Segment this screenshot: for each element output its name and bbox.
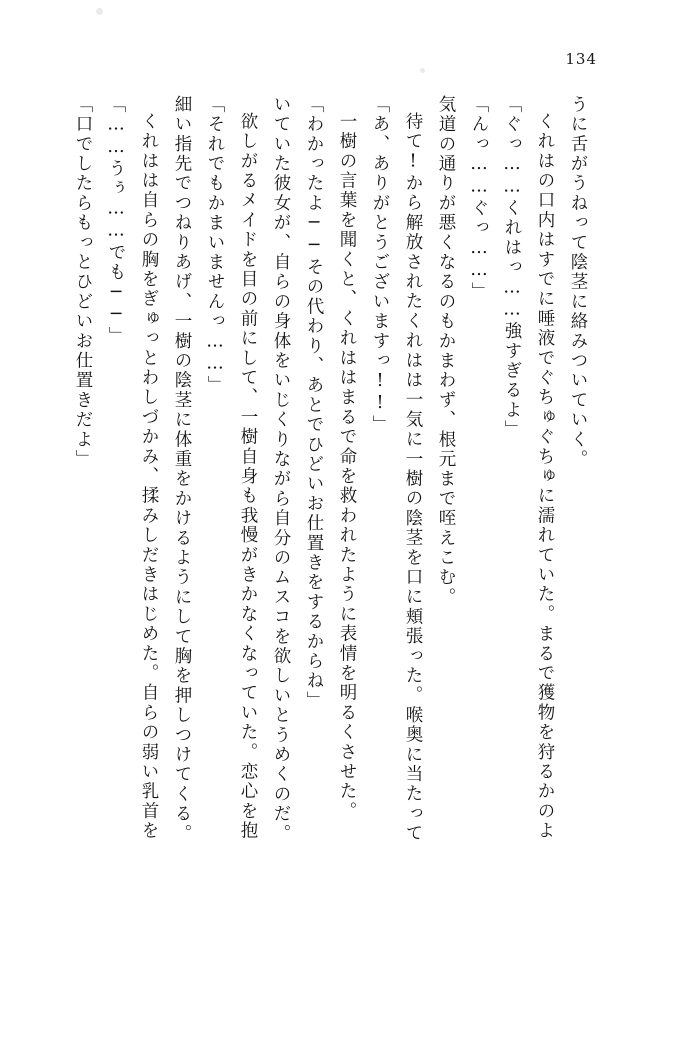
page-number: 134 [565,50,597,68]
text-column: 「口でしたらもっとひどいお仕置きだよ」 [73,95,93,470]
text-column: くれはは自らの胸をぎゅっとわしづかみ、揉みしだきはじめた。自らの弱い乳首を [139,112,159,841]
text-column: 「それでもかまいませんっ……」 [205,95,225,396]
text-column: 一樹の言葉を聞くと、くれははまるで命を救われたように表情を明るくさせた。 [337,112,357,822]
text-column: 気道の通りが悪くなるのもかまわず、根元まで咥えこむ。 [436,95,456,608]
text-column: 「んっ……ぐっ……」 [469,95,489,302]
text-column: 「あ、ありがとうございますっ!!」 [370,95,390,435]
text-column: 欲しがるメイドを目の前にして、一樹自身も我慢がきかなくなっていた。恋心を抱 [238,112,258,841]
text-column: いていた彼女が、自らの身体をいじくりながら自分のムスコを欲しいとうめくのだ。 [271,95,291,844]
text-column: 「……うぅ……でも──」 [106,95,126,347]
text-column: うに舌がうねって陰茎に絡みついていく。 [568,95,588,470]
text-column: 「わかったよ──その代わり、あとでひどいお仕置きをするからね」 [304,95,324,711]
text-column: 細い指先でつねりあげ、一樹の陰茎に体重をかけるようにして胸を押しつけてくる。 [172,95,192,844]
vertical-text-body [58,95,625,985]
scan-artifact-dot [96,8,103,15]
text-column: 「ぐっ……くれはっ……強すぎるよ」 [502,95,522,440]
text-column: くれはの口内はすでに唾液でぐちゅぐちゅに濡れていた。まるで獲物を狩るかのよ [535,112,555,841]
scan-artifact-dot [420,68,425,73]
text-column: 待て!から解放されたくれはは一気に一樹の陰茎を口に頬張った。喉奥に当たって [403,112,423,844]
